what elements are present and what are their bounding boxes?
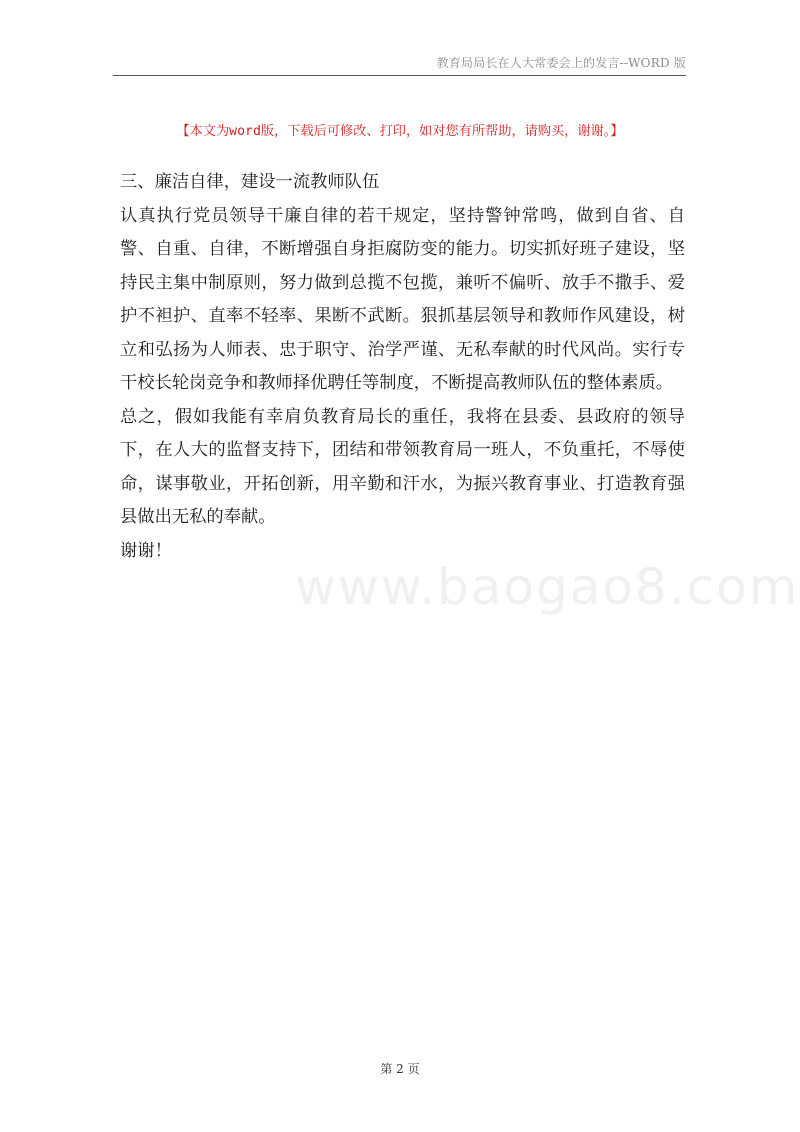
watermark: www.baogao8.com [295,558,800,616]
page-header: 教育局局长在人大常委会上的发言--WORD 版 [436,56,686,70]
body-paragraph: 总之，假如我能有幸肩负教育局长的重任，我将在县委、县政府的领导下，在人大的监督支持下，团结和带领教育局一班人，不负重托，不辱使命，谋事敬业，开拓创新，用辛勤和汗水，为振兴教育事业、打造教育强县做出无私的奉献。 [120,406,685,527]
download-notice: 【本文为word版，下载后可修改、打印，如对您有所帮助，请购买，谢谢。】 [176,124,624,139]
section-heading: 三、廉洁自律，建设一流教师队伍 [120,172,380,192]
page-number: 第 2 页 [380,1062,420,1076]
closing-thanks: 谢谢！ [120,540,172,561]
header-divider [113,75,686,76]
document-body [120,166,685,568]
body-paragraph: 认真执行党员领导干廉自律的若干规定，坚持警钟常鸣，做到自省、自警、自重、自律，不断增强自身拒腐防变的能力。切实抓好班子建设，坚持民主集中制原则，努力做到总揽不包揽，兼听不偏听、放手不撒手、爱护不袒护、直率不轻率、果断不武断。狠抓基层领导和教师作风建设，树立和弘扬为人师表、忠于职守、治学严谨、无私奉献的时代风尚。实行专干校长轮岗竞争和教师择优聘任等制度，不断提高教师队伍的整体素质。 [120,205,685,393]
